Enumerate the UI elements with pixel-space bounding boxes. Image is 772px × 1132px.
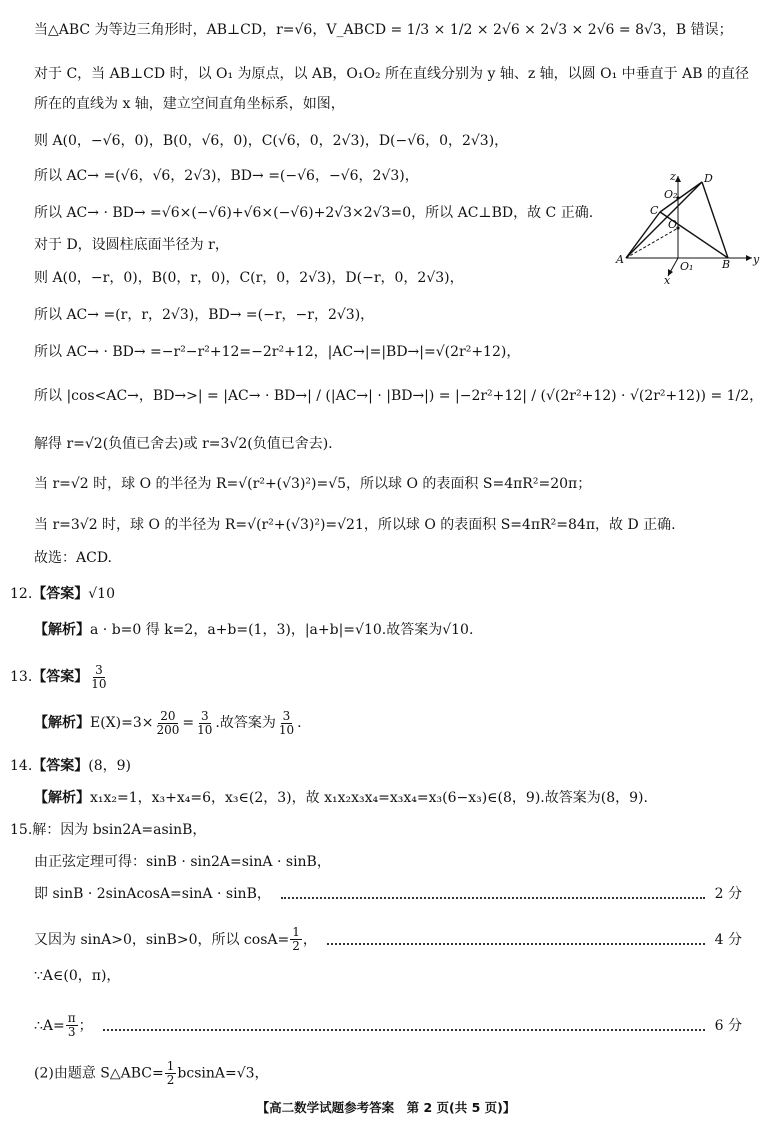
text-line: 由正弦定理可得：sinB · sin2A=sinA · sinB， (34, 854, 331, 870)
label-d: D (704, 172, 713, 185)
text-line: 解得 r=√2(负值已舍去)或 r=3√2(负值已舍去). (34, 436, 333, 452)
text-line: 对于 C，当 AB⊥CD 时，以 O₁ 为原点，以 AB，O₁O₂ 所在直线分别为 y 轴、z 轴，以圆 O₁ 中垂直于 AB 的直径 (34, 66, 749, 82)
leader-dots (103, 1029, 705, 1031)
answer-row (10, 756, 131, 776)
coordinate-diagram (612, 168, 762, 288)
text-line: 则 A(0，−r，0)，B(0，r，0)，C(r，0，2√3)，D(−r，0，2√3)， (34, 270, 464, 286)
label-z: z (670, 170, 676, 183)
leader-dots (281, 897, 705, 899)
analysis-text: x₁x₂=1，x₃+x₄=6，x₃∈(2，3)，故 x₁x₂x₃x₄=x₃x₄=x₃(6−x₃)∈(8，9).故答案为(8，9). (90, 790, 648, 806)
answer-row (10, 584, 115, 604)
text-line: 则 A(0，−√6，0)，B(0，√6，0)，C(√6，0，2√3)，D(−√6，0，2√3)， (34, 133, 509, 149)
page-footer: 【高二数学试题参考答案 第 2 页(共 5 页)】 (256, 1100, 516, 1115)
text-line: 所以 AC→ · BD→ =√6×(−√6)+√6×(−√6)+2√3×2√3=0，所以 AC⊥BD，故 C 正确. (34, 205, 594, 221)
score-label: 6 分 (714, 1017, 742, 1034)
analysis-tag: 【解析】 (34, 715, 90, 731)
label-b: B (722, 258, 731, 271)
text-line: 所以 |cos<AC→，BD→>| = |AC→ · BD→| / (|AC→| · |BD→|) = |−2r²+12| / (√(2r²+12) · √(2r²+12)) = 1/2， (34, 388, 764, 404)
text-line: 故选：ACD. (34, 550, 112, 566)
text-line: 所以 AC→ =(r，r，2√3)，BD→ =(−r，−r，2√3)， (34, 307, 375, 323)
text-line: 当△ABC 为等边三角形时，AB⊥CD，r=√6，V_ABCD = 1/3 × 1/2 × 2√6 × 2√3 × 2√6 = 8√3，B 错误； (34, 22, 733, 38)
text-line: 当 r=3√2 时，球 O 的半径为 R=√(r²+(√3)²)=√21，所以球 O 的表面积 S=4πR²=84π，故 D 正确. (34, 517, 676, 533)
question-number: 13. (10, 669, 33, 685)
question-number: 12. (10, 586, 33, 602)
analysis-row: 【解析】E(X)=3× $\frac{20}{200}$ = $\frac{3}{10}$ .故答案为 $\frac{3}{10}$ . (34, 708, 302, 737)
answer-tag: 【答案】 (32, 669, 89, 685)
text-line: 当 r=√2 时，球 O 的半径为 R=√(r²+(√3)²)=√5，所以球 O 的表面积 S=4πR²=20π； (34, 476, 592, 492)
analysis-row (34, 788, 648, 808)
answer-fraction: $\frac{3}{10}$ (91, 662, 107, 691)
label-o2: O₂ (664, 188, 678, 201)
analysis-text: a · b=0 得 k=2，a+b=(1，3)，|a+b|=√10.故答案为√10. (90, 622, 474, 638)
text-line: (2)由题意 S△ABC= $\frac{1}{2}$ bcsinA=√3， (34, 1059, 269, 1087)
text-line: ∵A∈(0，π)， (34, 968, 121, 984)
answer-value: √10 (88, 586, 116, 602)
answer-row (10, 660, 110, 694)
score-row: 即 sinB · 2sinAcosA=sinA · sinB， 2 分 (34, 886, 742, 902)
answer-value: (8，9) (88, 758, 132, 774)
score-label: 4 分 (714, 931, 742, 948)
score-row: ∴A= $\frac{\pi}{3}$ ； 6 分 (34, 1011, 742, 1039)
score-label: 2 分 (714, 886, 742, 902)
analysis-tag: 【解析】 (34, 790, 90, 806)
label-o: O (668, 218, 678, 231)
text-line: 所以 AC→ · BD→ =−r²−r²+12=−2r²+12，|AC→|=|BD→|=√(2r²+12)， (34, 344, 521, 360)
text-line: 所在的直线为 x 轴，建立空间直角坐标系，如图， (34, 96, 345, 112)
text-line: 对于 D，设圆柱底面半径为 r， (34, 237, 229, 253)
score-row: 又因为 sinA>0，sinB>0，所以 cosA= $\frac{1}{2}$ ， 4 分 (34, 925, 742, 953)
label-c: C (650, 204, 659, 217)
label-x: x (664, 274, 671, 287)
text-line: 所以 AC→ =(√6，√6，2√3)，BD→ =(−√6，−√6，2√3)， (34, 168, 419, 184)
label-o1: O₁ (680, 260, 694, 273)
answer-tag: 【答案】 (32, 758, 89, 774)
leader-dots (327, 943, 705, 945)
label-a: A (616, 253, 624, 266)
label-y: y (753, 253, 760, 266)
analysis-tag: 【解析】 (34, 622, 90, 638)
question-number: 14. (10, 758, 33, 774)
answer-tag: 【答案】 (32, 586, 89, 602)
text-line: 15.解：因为 bsin2A=asinB， (10, 822, 207, 838)
analysis-row (34, 620, 473, 640)
